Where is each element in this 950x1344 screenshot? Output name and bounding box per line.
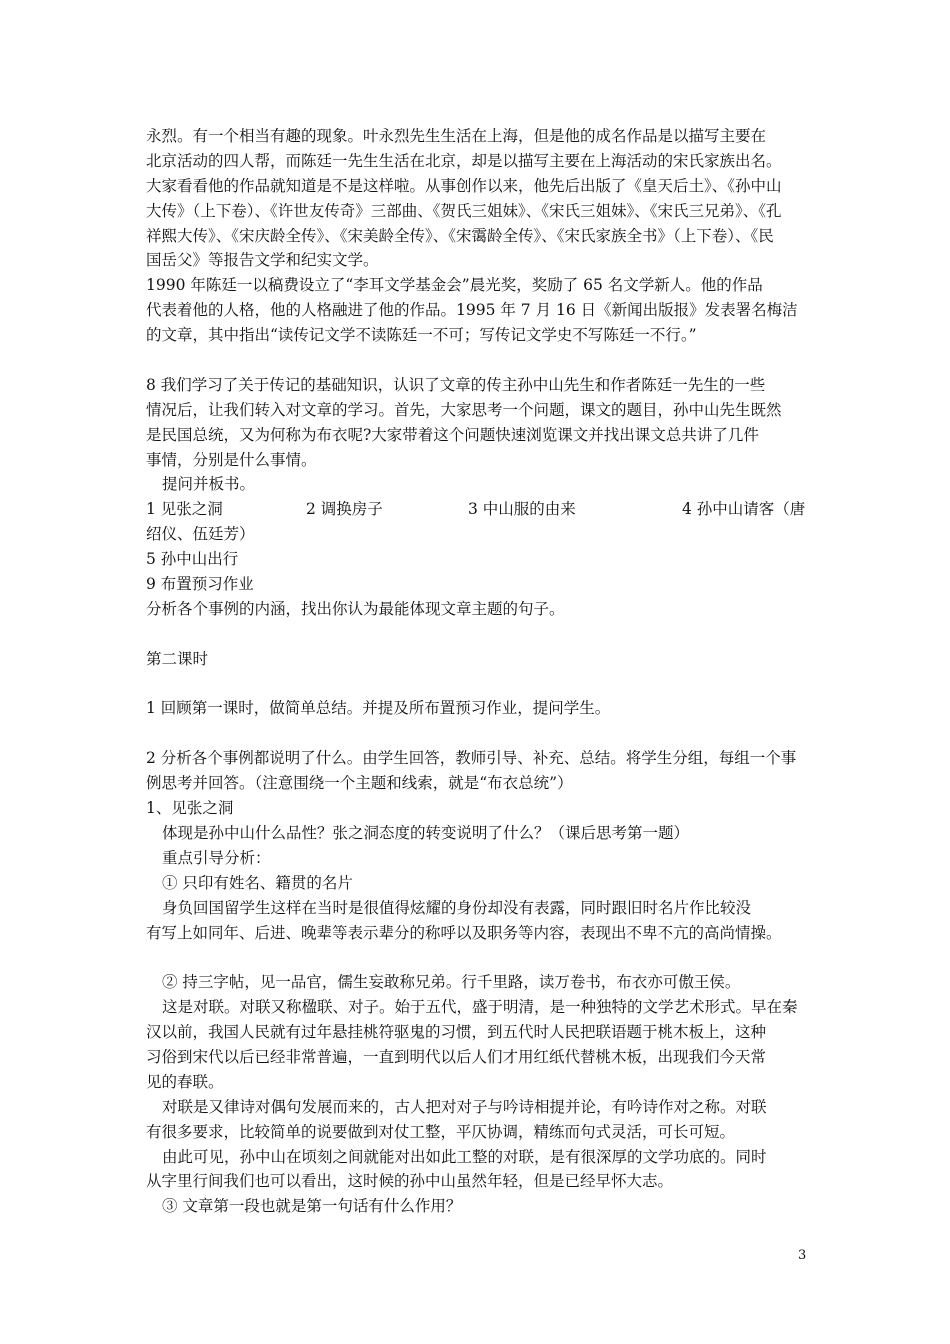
- blank-line: [146, 721, 814, 746]
- text-line: 见的春联。: [146, 1072, 224, 1091]
- text-line: 汉以前，我国人民就有过年悬挂桃符驱鬼的习惯，到五代时人民把联语题于桃木板上，这种: [146, 1023, 767, 1042]
- question: 体现是孙中山什么品性？张之洞态度的转变说明了什么？（课后思考第一题）: [162, 823, 690, 842]
- text-line: 大传》（上下卷）、《许世友传奇》三部曲、《贺氏三姐妹》、《宋氏三姐妹》、《宋氏三兄弟》、《孔: [146, 201, 782, 220]
- point-title: ② 持三字帖，见一品官，儒生妄敢称兄弟。行千里路，读万卷书，布衣亦可傲王侯。: [162, 973, 741, 992]
- text-line: 事情，分别是什么事情。: [146, 450, 317, 469]
- lesson-title: 第二课时: [146, 649, 209, 668]
- board-items-row: [146, 497, 814, 522]
- text-line: 由此可见，孙中山在顷刻之间就能对出如此工整的对联，是有很深厚的文学功底的。同时: [162, 1147, 767, 1166]
- section-title: 1、见张之洞: [146, 799, 234, 818]
- board-item: 1 见张之洞: [146, 500, 223, 519]
- text-line: 身负回国留学生这样在当时是很值得炫耀的身份却没有表露，同时跟旧时名片作比较没: [162, 898, 752, 917]
- text-line: 的文章，其中指出“读传记文学不读陈廷一不可；写传记文学史不写陈廷一不行。”: [146, 326, 697, 345]
- guide-heading: 重点引导分析：: [162, 848, 271, 867]
- text-line: 大家看看他的作品就知道是不是这样啦。从事创作以来，他先后出版了《皇天后土》、《孙中山: [146, 176, 782, 195]
- text-line: 习俗到宋代以后已经非常普遍，一直到明代以后人们才用红纸代替桃木板，出现我们今天常: [146, 1047, 767, 1066]
- step-2: 例思考并回答。（注意围绕一个主题和线索，就是“布衣总统”）: [146, 774, 573, 793]
- text-line: 这是对联。对联又称楹联、对子。始于五代，盛于明清，是一种独特的文学艺术形式。早在秦: [162, 998, 798, 1017]
- text-line: 祥熙大传》、《宋庆龄全传》、《宋美龄全传》、《宋霭龄全传》、《宋氏家族全书》（上下卷）、《民: [146, 226, 774, 245]
- board-item-cont: 绍仪、伍廷芳）: [146, 525, 255, 544]
- board-item: 2 调换房子: [306, 500, 383, 519]
- board-item: 3 中山服的由来: [468, 500, 576, 519]
- text-line: 有写上如同年、后进、晚辈等表示辈分的称呼以及职务等内容，表现出不卑不亢的高尚情操。: [146, 923, 782, 942]
- homework: 9 布置预习作业: [146, 575, 254, 594]
- text-line: 国岳父》等报告文学和纪实文学。: [146, 251, 379, 270]
- board-intro: 提问并板书。: [162, 475, 256, 494]
- page-number: 3: [798, 1248, 807, 1263]
- step-1: 1 回顾第一课时，做简单总结。并提及所布置预习作业，提问学生。: [146, 699, 611, 718]
- board-item: 5 孙中山出行: [146, 550, 239, 569]
- text-line: 有很多要求，比较简单的说要做到对仗工整，平仄协调，精练而句式灵活，可长可短。: [146, 1122, 736, 1141]
- text-line: 1990 年陈廷一以稿费设立了“李耳文学基金会”晨光奖，奖励了 65 名文学新人。他的作品: [146, 276, 763, 295]
- text-line: 永烈。有一个相当有趣的现象。叶永烈先生生活在上海，但是他的成名作品是以描写主要在: [146, 127, 767, 145]
- document-body: [146, 124, 814, 1219]
- text-line: 代表着他的人格，他的人格融进了他的作品。1995 年 7 月 16 日《新闻出版报》发表署名梅洁: [146, 301, 798, 320]
- blank-line: [146, 348, 814, 373]
- blank-line: [146, 672, 814, 697]
- text-line: 8 我们学习了关于传记的基础知识，认识了文章的传主孙中山先生和作者陈廷一先生的一些: [146, 375, 766, 394]
- text-line: 情况后，让我们转入对文章的学习。首先，大家思考一个问题，课文的题目，孙中山先生既然: [146, 400, 782, 419]
- text-line: 是民国总统，又为何称为布衣呢?大家带着这个问题快速浏览课文并找出课文总共讲了几件: [146, 425, 759, 444]
- board-item: 4 孙中山请客（唐: [682, 500, 806, 519]
- blank-line: [146, 622, 814, 647]
- text-line: 北京活动的四人帮，而陈廷一先生生活在北京，却是以描写主要在上海活动的宋氏家族出名。: [146, 151, 782, 170]
- point-title: ③ 文章第一段也就是第一句话有什么作用？: [162, 1197, 462, 1216]
- blank-line: [146, 945, 814, 970]
- text-line: 从字里行间我们也可以看出，这时候的孙中山虽然年轻，但是已经早怀大志。: [146, 1172, 674, 1191]
- homework-desc: 分析各个事例的内涵，找出你认为最能体现文章主题的句子。: [146, 599, 565, 618]
- step-2: 2 分析各个事例都说明了什么。由学生回答，教师引导、补充、总结。将学生分组，每组一个事: [146, 749, 797, 768]
- text-line: 对联是又律诗对偶句发展而来的，古人把对对子与吟诗相提并论，有吟诗作对之称。对联: [162, 1097, 767, 1116]
- point-title: ① 只印有姓名、籍贯的名片: [162, 873, 353, 892]
